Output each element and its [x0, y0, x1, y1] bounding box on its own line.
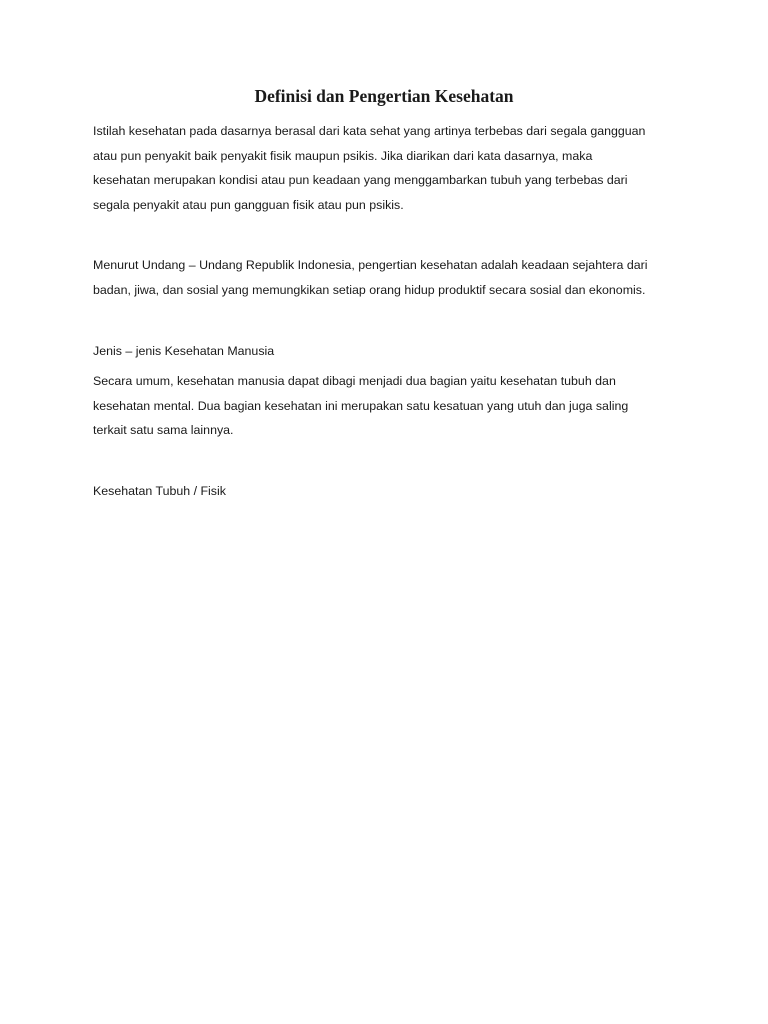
paragraph-definition [93, 119, 693, 217]
text-line: terkait satu sama lainnya. [93, 423, 234, 437]
heading-text: Jenis – jenis Kesehatan Manusia [93, 344, 275, 358]
paragraph-legal-definition [93, 253, 693, 302]
text-line: badan, jiwa, dan sosial yang memungkikan setiap orang hidup produktif secara sosial dan ekonomis. [93, 282, 646, 297]
text-line: Istilah kesehatan pada dasarnya berasal dari kata sehat yang artinya terbebas dari segala gangguan [93, 124, 646, 138]
text-line: atau pun penyakit baik penyakit fisik maupun psikis. Jika diarikan dari kata dasarnya, maka [93, 148, 593, 163]
paragraph-types [93, 369, 693, 443]
text-line: Secara umum, kesehatan manusia dapat dibagi menjadi dua bagian yaitu kesehatan tubuh dan [93, 374, 616, 388]
section-heading-types [93, 339, 693, 364]
text-line: kesehatan merupakan kondisi atau pun keadaan yang menggambarkan tubuh yang terbebas dari [93, 173, 628, 187]
document-title: Definisi dan Pengertian Kesehatan [254, 86, 514, 106]
text-line: segala penyakit atau pun gangguan fisik atau pun psikis. [93, 197, 404, 212]
section-heading-physical-health [93, 479, 693, 504]
heading-text: Kesehatan Tubuh / Fisik [93, 484, 226, 498]
text-line: Menurut Undang – Undang Republik Indonesia, pengertian kesehatan adalah keadaan sejahtera dari [93, 258, 648, 272]
text-line: kesehatan mental. Dua bagian kesehatan ini merupakan satu kesatuan yang utuh dan juga saling [93, 398, 629, 413]
